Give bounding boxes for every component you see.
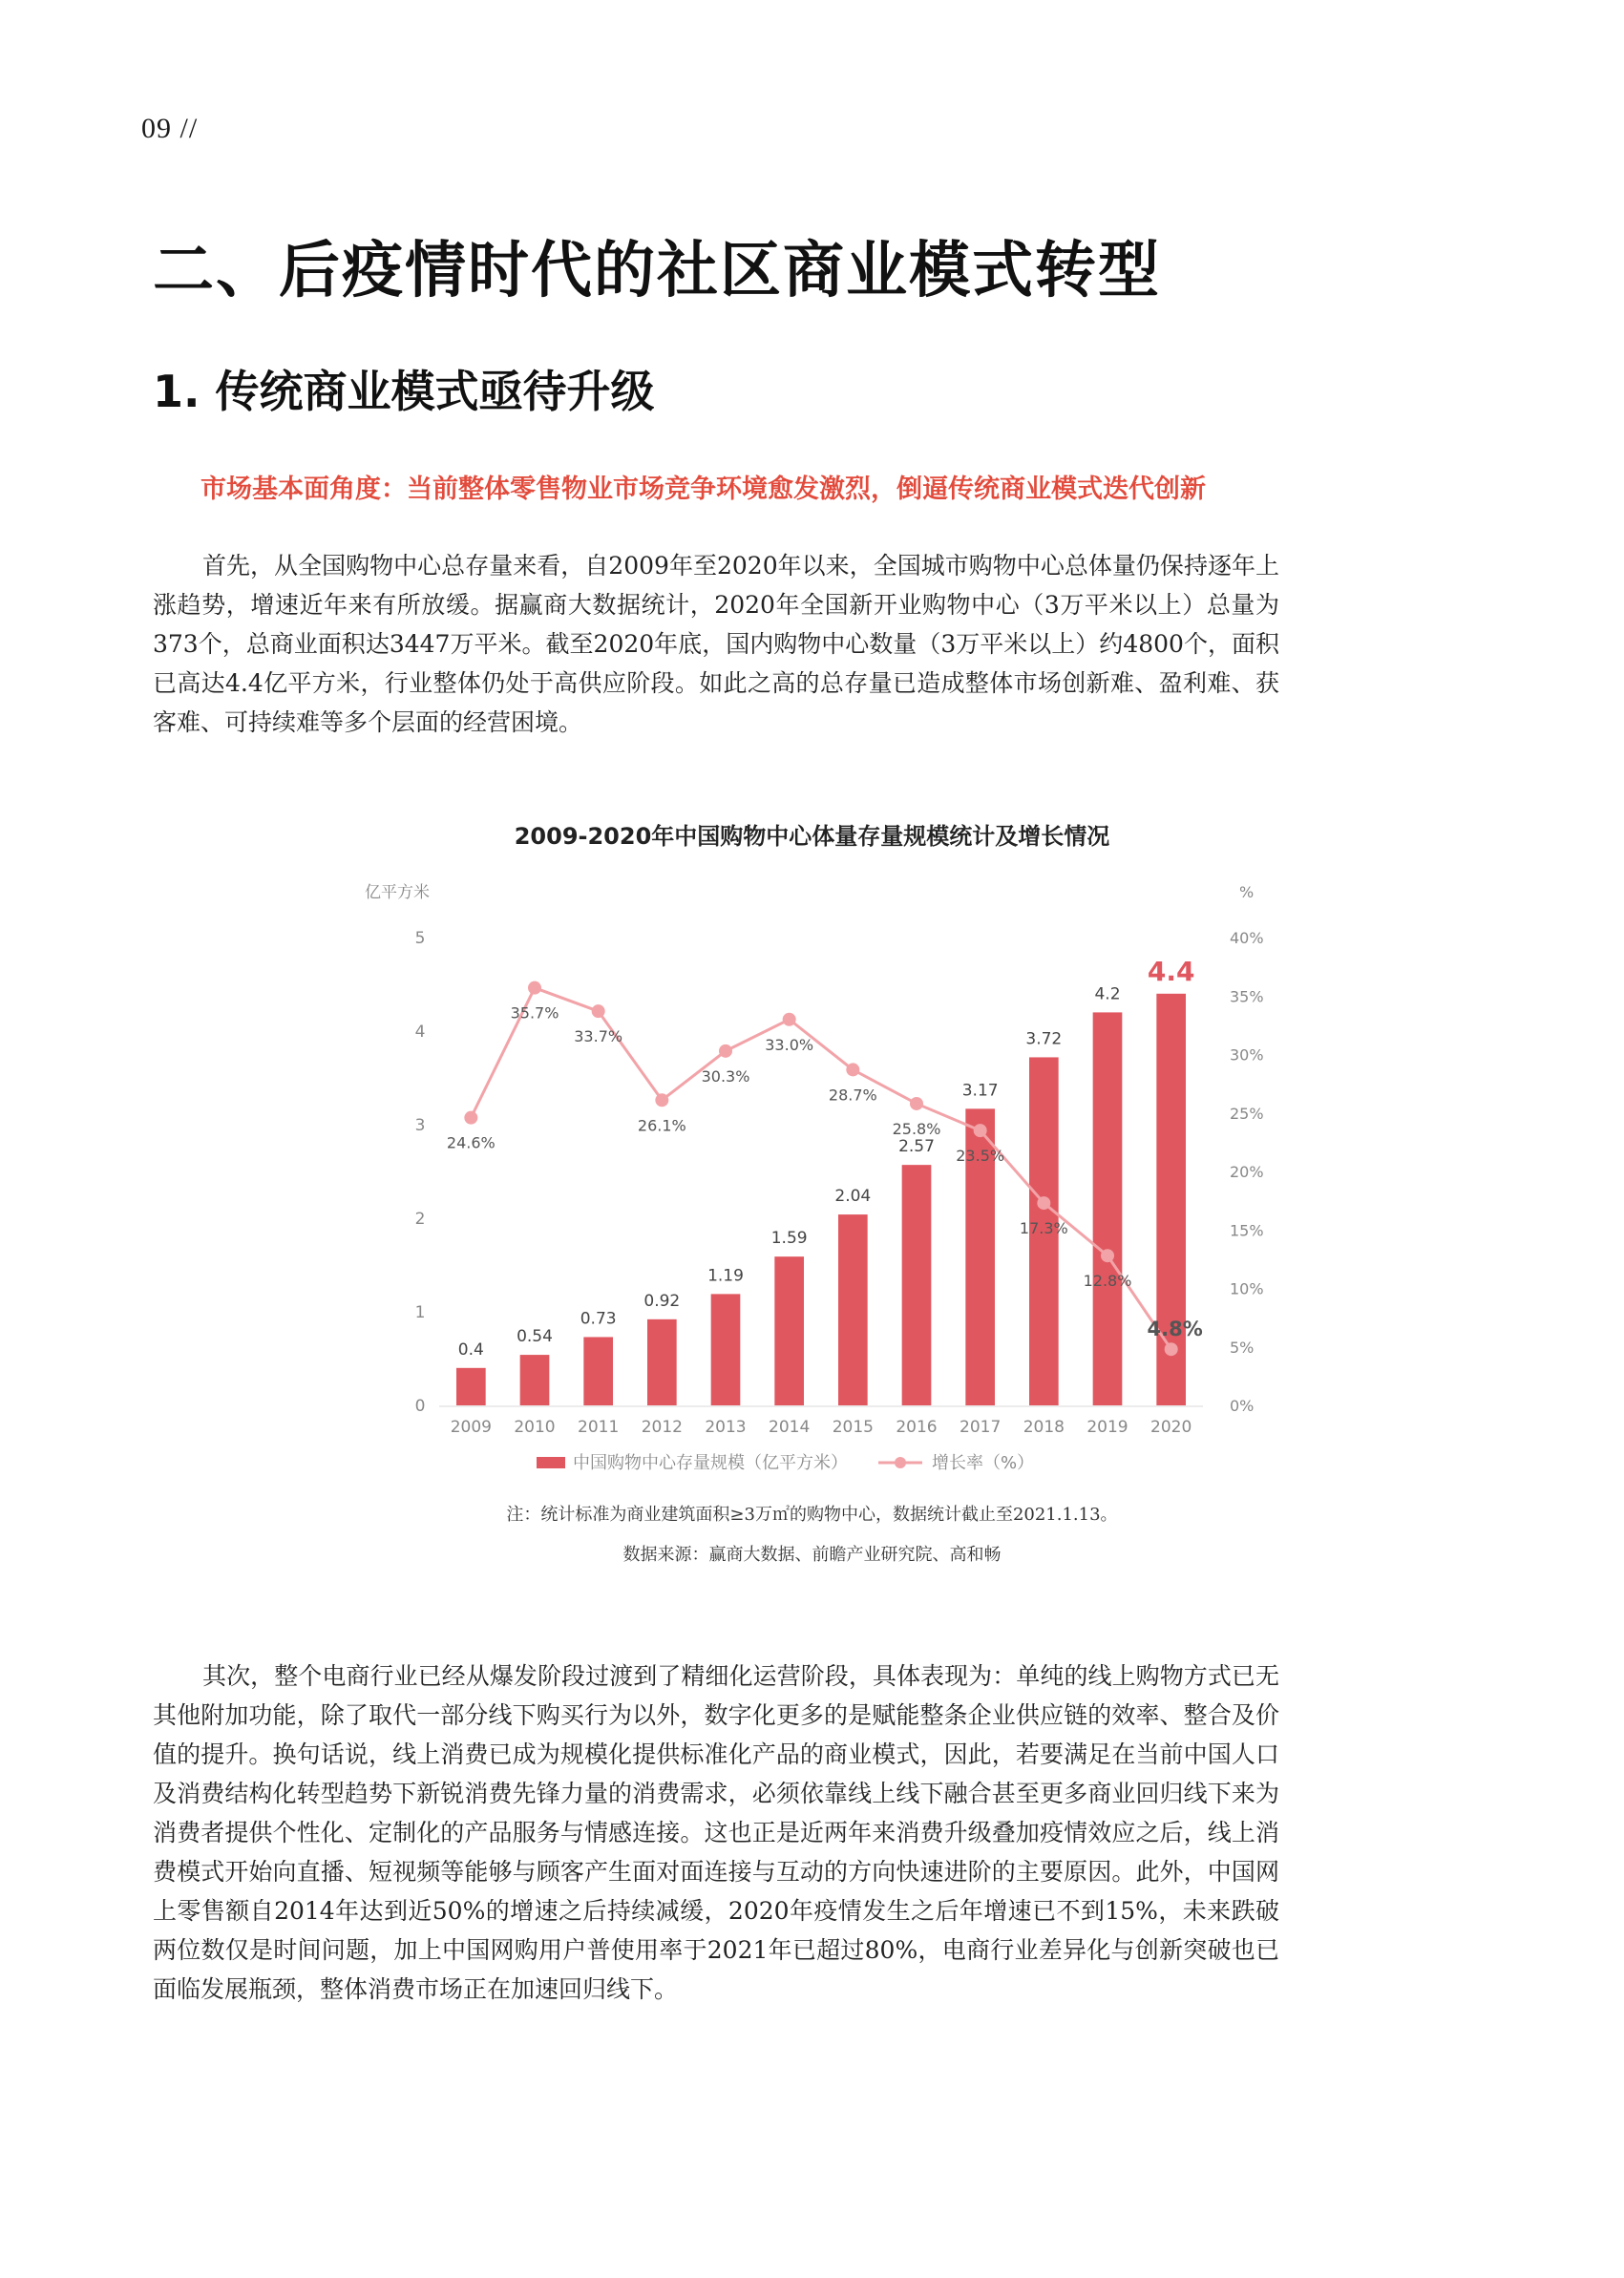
bar [902,1165,932,1405]
right-tick-label: 5% [1230,1338,1255,1357]
left-tick-label: 4 [414,1023,426,1042]
bar [1093,1012,1123,1405]
bar-value-label: 1.59 [770,1229,808,1249]
growth-point [783,1013,796,1026]
x-tick-label: 2016 [896,1418,938,1437]
paragraph-second: 其次，整个电商行业已经从爆发阶段过渡到了精细化运营阶段，具体表现为：单纯的线上购物方式已无其他附加功能，除了取代一部分线下购买行为以外，数字化更多的是赋能整条企业供应链的效率、整合及价值的提升。换句话说，线上消费已成为规模化提供标准化产品的商业模式，因此，若要满足在当前中国人口及消费结构化转型趋势下新锐消费先锋力量的消费需求，必须依靠线上线下融合甚至更多商业回归线下来为消费者提供个性化、定制化的产品服务与情感连接。这也正是近两年来消费升级叠加疫情效应之后，线上消费模式开始向直播、短视频等能够与顾客产生面对面连接与互动的方向快速进阶的主要原因。此外，中国网上零售额自2014年达到近50%的增速之后持续减缓，2020年疫情发生之后年增速已不到15%，未来跌破两位数仅是时间问题，加上中国网购用户普使用率于2021年已超过80%，电商行业差异化与创新突破也已面临发展瓶颈，整体消费市场正在加速回归线下。 [153,1662,1279,2003]
x-tick-label: 2014 [769,1418,811,1437]
x-tick-label: 2010 [514,1418,556,1437]
bar [838,1214,868,1405]
bar [711,1294,741,1405]
bar [583,1337,613,1405]
left-axis-title: 亿平方米 [365,883,430,902]
growth-value-label: 30.3% [701,1066,750,1086]
subsection-title: 1. 传统商业模式亟待升级 [153,366,655,417]
right-tick-label: 10% [1230,1279,1264,1298]
growth-point [1165,1342,1178,1356]
left-tick-label: 0 [414,1397,426,1416]
highlight-heading: 市场基本面角度：当前整体零售物业市场竞争环境愈发激烈，倒逼传统商业模式迭代创新 [200,475,1206,504]
bar [456,1368,486,1405]
bar-value-label: 4.2 [1094,984,1121,1004]
growth-value-label: 25.8% [892,1119,941,1138]
growth-value-label: 26.1% [637,1116,686,1135]
x-tick-label: 2013 [705,1418,747,1437]
left-tick-label: 5 [414,929,426,948]
growth-point [464,1111,477,1125]
growth-value-label: 4.8% [1147,1318,1203,1341]
right-tick-label: 25% [1230,1104,1264,1123]
right-tick-label: 40% [1230,929,1264,947]
bar-value-label: 0.73 [580,1309,617,1329]
growth-value-label: 17.3% [1019,1219,1068,1238]
growth-value-label: 23.5% [956,1147,1005,1166]
section-title: 二、后疫情时代的社区商业模式转型 [153,236,1161,306]
right-tick-label: 35% [1230,987,1264,1006]
growth-point [1101,1249,1114,1262]
growth-point [592,1004,605,1018]
chart-title: 2009-2020年中国购物中心体量存量规模统计及增长情况 [514,823,1110,850]
bar [774,1256,804,1405]
growth-point [655,1093,668,1107]
left-tick-label: 3 [414,1116,426,1135]
growth-point [974,1124,987,1137]
bar-value-label: 0.92 [643,1291,681,1311]
right-axis-title: % [1239,883,1255,901]
x-tick-label: 2009 [450,1418,492,1437]
growth-point [910,1097,923,1110]
x-tick-label: 2011 [578,1418,620,1437]
bar [520,1355,550,1405]
legend-line-label: 增长率（%） [932,1453,1035,1473]
paragraph-first: 首先，从全国购物中心总存量来看，自2009年至2020年以来，全国城市购物中心总体量仍保持逐年上涨趋势，增速近年来有所放缓。据赢商大数据统计，2020年全国新开业购物中心（3万平米以上）总量为373个，总商业面积达3447万平米。截至2020年底，国内购物中心数量（3万平米以上）约4800个，面积已高达4.4亿平方米，行业整体仍处于高供应阶段。如此之高的总存量已造成整体市场创新难、盈利难、获客难、可持续难等多个层面的经营困境。 [153,552,1279,736]
growth-value-label: 12.8% [1083,1272,1132,1291]
page-number: 09 // [141,113,199,144]
chart [325,869,1298,1499]
growth-point [528,981,541,995]
bar-value-label: 0.4 [457,1339,484,1360]
left-tick-label: 2 [414,1210,426,1229]
growth-value-label: 28.7% [828,1086,877,1105]
growth-point [1037,1196,1050,1210]
growth-point [846,1063,859,1076]
legend-line-marker [895,1457,906,1468]
bar-value-label: 2.57 [898,1137,935,1157]
right-tick-label: 15% [1230,1221,1264,1240]
growth-value-label: 24.6% [446,1133,496,1152]
x-tick-label: 2015 [832,1418,874,1437]
bar [647,1319,677,1405]
bar-value-label: 2.04 [834,1187,872,1207]
bar-value-label: 4.4 [1147,955,1195,987]
x-tick-label: 2020 [1150,1418,1192,1437]
growth-value-label: 33.0% [765,1035,814,1054]
x-tick-label: 2019 [1086,1418,1128,1437]
right-tick-label: 20% [1230,1163,1264,1181]
right-tick-label: 30% [1230,1045,1264,1065]
x-tick-label: 2012 [641,1418,683,1437]
growth-value-label: 33.7% [574,1027,623,1046]
chart-note: 注：统计标准为商业建筑面积≥3万㎡的购物中心，数据统计截止至2021.1.13。 [506,1505,1118,1525]
x-tick-label: 2018 [1023,1418,1065,1437]
chart-source: 数据来源：赢商大数据、前瞻产业研究院、高和畅 [622,1545,1002,1565]
legend-bar-label: 中国购物中心存量规模（亿平方米） [573,1453,848,1473]
bar-value-label: 3.72 [1025,1029,1063,1049]
legend-bar-swatch [537,1457,565,1468]
bar-value-label: 3.17 [961,1081,999,1101]
right-tick-label: 0% [1230,1397,1255,1415]
bar-value-label: 1.19 [707,1266,744,1286]
left-tick-label: 1 [414,1303,426,1322]
growth-value-label: 35.7% [510,1003,559,1023]
bar-value-label: 0.54 [517,1327,553,1347]
growth-point [719,1044,732,1058]
x-tick-label: 2017 [960,1418,1002,1437]
